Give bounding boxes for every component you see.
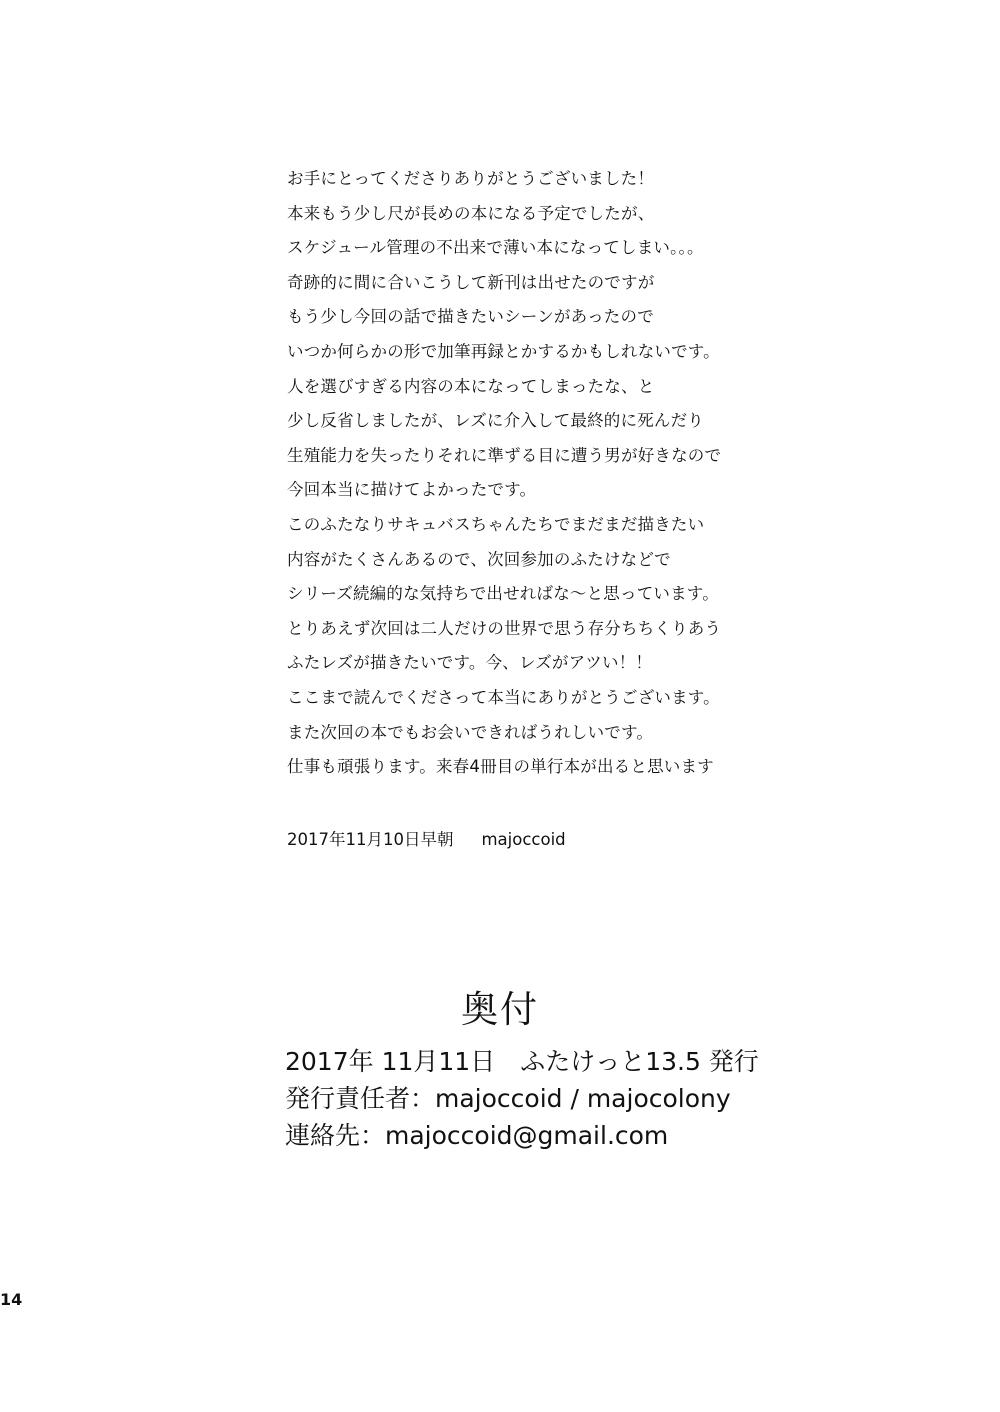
afterword-line: 今回本当に描けてよかったです。	[287, 480, 537, 500]
page-number: 14	[0, 1290, 23, 1309]
afterword-author: majoccoid	[481, 830, 566, 849]
afterword-line: スケジュール管理の不出来で薄い本になってしまい。。。	[287, 238, 704, 258]
afterword-line: ここまで読んでくださって本当にありがとうございます。	[287, 687, 720, 707]
afterword-line: 仕事も頑張ります。来春4冊目の単行本が出ると思います	[287, 757, 714, 777]
afterword-line: 本来もう少し尺が長めの本になる予定でしたが、	[287, 203, 655, 223]
colophon-details	[285, 1043, 759, 1154]
afterword-line: また次回の本でもお会いできればうれしいです。	[287, 722, 654, 742]
afterword-date: 2017年11月10日早朝	[287, 830, 454, 849]
afterword-text	[287, 162, 767, 785]
afterword-line: お手にとってくださりありがとうございました！	[287, 169, 655, 188]
afterword-line: いつか何らかの形で加筆再録とかするかもしれないです。	[287, 341, 720, 361]
colophon-publication-line: 2017年 11月11日 ふたけっと13.5 発行	[285, 1047, 759, 1076]
afterword-line: ふたレズが描きたいです。今、レズがアツい！！	[287, 653, 653, 673]
afterword-line: 人を選びすぎる内容の本になってしまったな、と	[287, 376, 655, 396]
colophon-title: 奥付	[461, 988, 539, 1031]
afterword-line: 生殖能力を失ったりそれに準ずる目に遭う男が好きなので	[287, 445, 722, 465]
colophon-contact-line: 連絡先：majoccoid@gmail.com	[285, 1121, 669, 1150]
afterword-line: とりあえず次回は二人だけの世界で思う存分ちちくりあう	[287, 618, 722, 638]
colophon-publisher-line: 発行責任者：majoccoid / majocolony	[285, 1084, 731, 1113]
afterword-line: 少し反省しましたが、レズに介入して最終的に死んだり	[287, 411, 705, 431]
afterword-line: このふたなりサキュバスちゃんたちでまだまだ描きたい	[287, 514, 705, 534]
afterword-line: もう少し今回の話で描きたいシーンがあったので	[287, 307, 654, 327]
afterword-line: シリーズ続編的な気持ちで出せればな～と思っています。	[287, 584, 719, 604]
afterword-line: 内容がたくさんあるので、次回参加のふたけなどで	[287, 549, 671, 569]
afterword-line: 奇跡的に間に合いこうして新刊は出せたのですが	[287, 272, 655, 292]
afterword-signoff	[287, 826, 566, 854]
